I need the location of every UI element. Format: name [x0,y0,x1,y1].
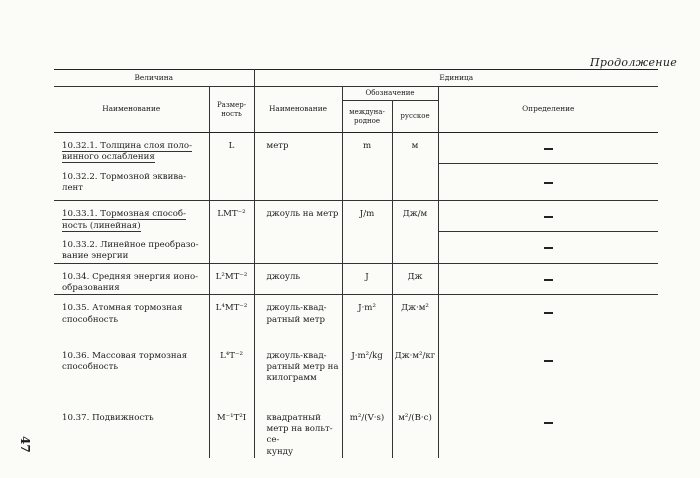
table-row [54,343,658,405]
header-unit: Единица [254,70,658,87]
row-dimension: L⁴MT⁻² [209,295,254,343]
continuation-label: Продолжение [590,56,678,69]
header-designation: Обозначение [342,87,438,101]
table-row [54,295,658,343]
row-intl-symbol: J/m [342,201,392,263]
row-definition [438,133,658,164]
row-rus-symbol: Дж·м²/кг [392,343,438,405]
row-name: 10.33.2. Линейное преобразо- вание энергии [54,232,209,263]
row-dimension: L⁴T⁻² [209,343,254,405]
row-dimension: LMT⁻² [209,201,254,263]
row-intl-symbol: J·m² [342,295,392,343]
row-rus-symbol: м [392,133,438,201]
row-intl-symbol: m²/(V·s) [342,405,392,458]
row-name: 10.33.1. Тормозная способ- ность (линейная) [62,209,187,231]
row-dimension: M⁻¹T²I [209,405,254,458]
page-number: 47 [18,436,32,453]
row-definition [438,201,658,232]
row-name: 10.35. Атомная тормозная способность [54,295,209,343]
header-definition: Определение [522,104,575,114]
row-name: 10.34. Средняя энергия ионо- образования [54,263,209,295]
row-unit-name: джоуль на метр [254,201,342,263]
dash-mark [544,216,553,218]
header-quantity: Величина [54,70,254,87]
dash-mark [544,360,553,362]
dash-mark [544,247,553,249]
header-unit-name: Наименование [254,87,342,133]
header-name: Наименование [54,87,209,133]
row-definition [438,263,658,295]
row-name: 10.37. Подвижность [54,405,209,458]
row-definition [438,164,658,201]
units-table [54,69,658,458]
table-row [54,201,658,232]
row-unit-name: квадратный метр на вольт-се- кунду [254,405,342,458]
header-russian: русское [392,101,438,133]
header-international: междуна- родное [342,101,392,133]
row-intl-symbol: J·m²/kg [342,343,392,405]
row-dimension: L [209,133,254,201]
row-definition [438,405,658,458]
row-name: 10.32.2. Тормозной эквива- лент [54,164,209,201]
dash-mark [544,148,553,150]
table-row [54,263,658,295]
row-name: 10.32.1. Толщина слоя поло- винного ослабления [62,141,192,163]
row-intl-symbol: m [342,133,392,201]
row-definition [438,343,658,405]
row-intl-symbol: J [342,263,392,295]
dash-mark [544,182,553,184]
row-unit-name: джоуль-квад- ратный метр на килограмм [254,343,342,405]
row-rus-symbol: м²/(В·с) [392,405,438,458]
row-definition [438,295,658,343]
row-unit-name: метр [254,133,342,201]
header-dimension: Размер- ность [209,87,254,133]
row-definition [438,232,658,263]
table-row [54,405,658,458]
dash-mark [544,312,553,314]
dash-mark [544,279,553,281]
row-rus-symbol: Дж·м² [392,295,438,343]
row-name: 10.36. Массовая тормозная способность [54,343,209,405]
row-unit-name: джоуль-квад- ратный метр [254,295,342,343]
row-dimension: L²MT⁻² [209,263,254,295]
row-unit-name: джоуль [254,263,342,295]
row-rus-symbol: Дж/м [392,201,438,263]
row-rus-symbol: Дж [392,263,438,295]
table-row [54,133,658,164]
dash-mark [544,422,553,424]
